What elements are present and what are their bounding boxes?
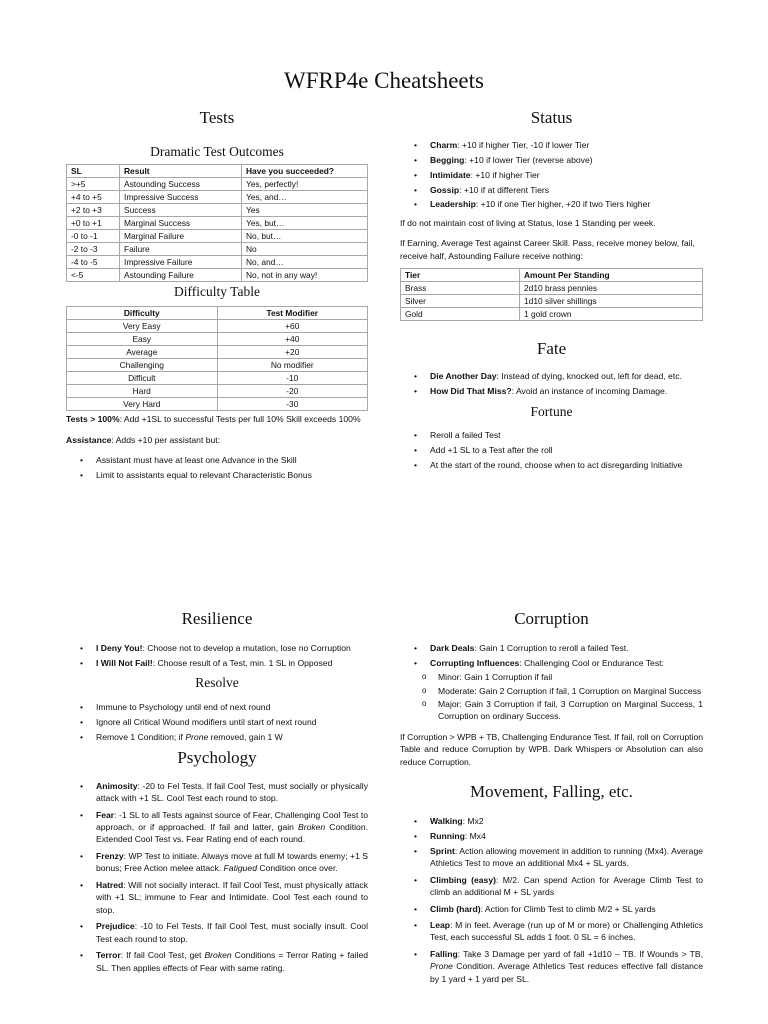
fate-list — [400, 370, 703, 397]
list-item: • Ignore all Critical Wound modifiers until start of next round — [66, 716, 368, 728]
difficulty-cell: No modifier — [217, 358, 368, 371]
status-earning-note: If Earning, Average Test against Career Skill. Pass, receive money below, fail, receive half, Astounding Failure receive nothing: — [400, 238, 695, 261]
list-item: • Walking: Mx2 — [400, 815, 703, 827]
status-heading: Status — [530, 108, 573, 127]
dramatic-cell: Marginal Success — [120, 217, 242, 230]
difficulty-table — [66, 306, 368, 411]
table-row — [67, 371, 368, 384]
tier-table — [400, 268, 703, 321]
table-row — [67, 397, 368, 410]
corruption-heading: Corruption — [514, 609, 589, 628]
difficulty-header-cell: Difficulty — [67, 306, 218, 319]
difficulty-cell: Very Easy — [67, 319, 218, 332]
list-item: • Intimidate: +10 if higher Tier — [400, 169, 703, 181]
dramatic-cell: +4 to +5 — [67, 191, 120, 204]
dramatic-cell: No, but… — [242, 230, 368, 243]
assistance-note: Assistance: Adds +10 per assistant but: — [66, 435, 221, 446]
table-row — [401, 308, 703, 321]
list-item: • Climbing (easy): M/2. Can spend Action for Average Climb Test to climb an additional M + SL yards — [400, 874, 703, 899]
dramatic-cell: Yes, and… — [242, 191, 368, 204]
tier-cell: Silver — [401, 295, 520, 308]
list-item: • Begging: +10 if lower Tier (reverse above) — [400, 154, 703, 166]
corruption-list — [400, 642, 703, 723]
tests-over-100-note: Tests > 100%: Add +1SL to successful Tests per full 10% Skill exceeds 100% — [66, 413, 361, 424]
table-row — [67, 217, 368, 230]
list-item: • Reroll a failed Test — [400, 429, 703, 441]
difficulty-cell: +40 — [217, 332, 368, 345]
difficulty-cell: Challenging — [67, 358, 218, 371]
page-title: WFRP4e Cheatsheets — [284, 68, 484, 93]
dramatic-cell: +2 to +3 — [67, 204, 120, 217]
fortune-heading: Fortune — [530, 404, 573, 420]
table-row — [67, 332, 368, 345]
list-item: • Frenzy: WP Test to initiate. Always move at full M towards enemy; +1 S bonus; Free Action melee attack. Fatigued Condition once over. — [66, 850, 368, 875]
dramatic-cell: Astounding Failure — [120, 269, 242, 282]
tier-cell: 1 gold crown — [520, 308, 703, 321]
table-row — [67, 319, 368, 332]
dramatic-cell: <-5 — [67, 269, 120, 282]
resolve-list — [66, 701, 368, 743]
table-row — [67, 345, 368, 358]
dramatic-header-cell: SL — [67, 165, 120, 178]
resilience-heading: Resilience — [181, 609, 253, 628]
table-row — [401, 282, 703, 295]
movement-list — [400, 815, 703, 985]
table-row — [67, 178, 368, 191]
movement-heading: Movement, Falling, etc. — [470, 782, 633, 802]
list-item: • Leadership: +10 if one Tier higher, +20 if two Tiers higher — [400, 198, 703, 210]
list-item: • Dark Deals: Gain 1 Corruption to reroll a failed Test. — [400, 642, 703, 654]
table-row — [67, 256, 368, 269]
difficulty-cell: Very Hard — [67, 397, 218, 410]
dramatic-cell: -0 to -1 — [67, 230, 120, 243]
dramatic-cell: Failure — [120, 243, 242, 256]
status-cost-note: If do not maintain cost of living at Status, lose 1 Standing per week. — [400, 217, 656, 228]
status-section — [400, 106, 703, 474]
tier-cell: 1d10 silver shillings — [520, 295, 703, 308]
dramatic-cell: Astounding Success — [120, 178, 242, 191]
list-item: • Climb (hard): Action for Climb Test to climb M/2 + SL yards — [400, 903, 703, 915]
tier-cell: Gold — [401, 308, 520, 321]
list-item: • Corrupting Influences: Challenging Cool or Endurance Test: o Minor: Gain 1 Corruption if fail o Moderate: Gain 2 Corruption if fail, 1 Corruption on Marginal Success o Major: Gain 3 Corruption if fail, 3 Corruption on Marginal Success, 1 Corruption on ordinary Success. — [400, 657, 703, 723]
table-row — [67, 230, 368, 243]
list-item: • Falling: Take 3 Damage per yard of fall +1d10 – TB. If Wounds > TB, Prone Condition. Average Athletics Test reduces effective fall distance by 1 yard + 1 yard per SL. — [400, 948, 703, 985]
tests-heading: Tests — [199, 108, 235, 127]
list-item: • I Will Not Fail!: Choose result of a Test, min. 1 SL in Opposed — [66, 657, 368, 669]
corruption-note: If Corruption > WPB + TB, Challenging Endurance Test. If fail, roll on Corruption Table and reduce Corruption by WPB. Dark Whispers or Absolution can also reduce Corruption. — [400, 731, 704, 767]
status-list — [400, 139, 703, 211]
list-item: • Assistant must have at least one Advance in the Skill — [66, 454, 368, 466]
dramatic-cell: Marginal Failure — [120, 230, 242, 243]
table-row — [67, 243, 368, 256]
assistance-list — [66, 454, 368, 481]
dramatic-cell: Yes — [242, 204, 368, 217]
dramatic-cell: Success — [120, 204, 242, 217]
difficulty-cell: -20 — [217, 384, 368, 397]
dramatic-cell: -2 to -3 — [67, 243, 120, 256]
list-item: • Immune to Psychology until end of next round — [66, 701, 368, 713]
dramatic-cell: Impressive Failure — [120, 256, 242, 269]
fortune-list — [400, 429, 703, 471]
list-item: • I Deny You!: Choose not to develop a mutation, lose no Corruption — [66, 642, 368, 654]
list-item: • Charm: +10 if higher Tier, -10 if lower Tier — [400, 139, 703, 151]
dramatic-cell: Yes, but… — [242, 217, 368, 230]
list-item: • Remove 1 Condition; if Prone removed, gain 1 W — [66, 731, 368, 743]
tests-section — [66, 106, 368, 484]
difficulty-cell: -10 — [217, 371, 368, 384]
psychology-heading: Psychology — [177, 747, 257, 767]
difficulty-cell: -30 — [217, 397, 368, 410]
tier-header-cell: Tier — [401, 269, 520, 282]
difficulty-cell: Easy — [67, 332, 218, 345]
list-item: • Fear: -1 SL to all Tests against source of Fear, Challenging Cool Test to approach, or if approached. If fail and latter, gain Broken Condition. Extended Cool Test vs. Fear Rating end of each round. — [66, 809, 368, 846]
table-row — [67, 358, 368, 371]
table-row — [67, 269, 368, 282]
list-item: o Minor: Gain 1 Corruption if fail — [400, 671, 703, 683]
dramatic-outcomes-heading: Dramatic Test Outcomes — [150, 143, 284, 159]
tier-cell: 2d10 brass pennies — [520, 282, 703, 295]
fate-heading: Fate — [536, 339, 567, 359]
list-item: • Hatred: Will not socially interact. If fail Cool Test, must physically attack with +1 SL; immune to Fear and Intimidate. Cool Test each round to stop. — [66, 879, 368, 916]
table-row — [67, 384, 368, 397]
psychology-list — [66, 780, 368, 974]
corrupting-influences-sublist — [400, 671, 703, 723]
list-item: • Gossip: +10 if at different Tiers — [400, 184, 703, 196]
dramatic-cell: Impressive Success — [120, 191, 242, 204]
list-item: • At the start of the round, choose when to act disregarding Initiative — [400, 459, 703, 471]
resilience-list — [66, 642, 368, 669]
dramatic-cell: No, and… — [242, 256, 368, 269]
dramatic-outcomes-table — [66, 164, 368, 282]
list-item: • How Did That Miss?: Avoid an instance of incoming Damage. — [400, 385, 703, 397]
list-item: • Running: Mx4 — [400, 830, 703, 842]
dramatic-cell: +0 to +1 — [67, 217, 120, 230]
list-item: • Limit to assistants equal to relevant Characteristic Bonus — [66, 469, 368, 481]
list-item: • Sprint: Action allowing movement in addition to running (Mx4). Average Athletics Test to move an additional Mx4 + SL yards. — [400, 845, 703, 870]
tier-cell: Brass — [401, 282, 520, 295]
dramatic-header-cell: Have you succeeded? — [242, 165, 368, 178]
dramatic-cell: No, not in any way! — [242, 269, 368, 282]
table-row — [401, 295, 703, 308]
list-item: • Die Another Day: Instead of dying, knocked out, left for dead, etc. — [400, 370, 703, 382]
list-item: o Moderate: Gain 2 Corruption if fail, 1 Corruption on Marginal Success — [400, 685, 703, 697]
difficulty-cell: +20 — [217, 345, 368, 358]
list-item: o Major: Gain 3 Corruption if fail, 3 Corruption on Marginal Success, 1 Corruption on ordinary Success. — [400, 698, 703, 723]
dramatic-cell: Yes, perfectly! — [242, 178, 368, 191]
table-row — [67, 204, 368, 217]
list-item: • Add +1 SL to a Test after the roll — [400, 444, 703, 456]
table-row — [67, 191, 368, 204]
difficulty-heading: Difficulty Table — [174, 284, 260, 300]
resilience-section — [66, 607, 368, 976]
dramatic-header-cell: Result — [120, 165, 242, 178]
list-item: • Leap: M in feet. Average (run up of M or more) or Challenging Athletics Test, each successful SL adds 1 foot. 0 SL = 6 inches. — [400, 919, 703, 944]
difficulty-cell: Average — [67, 345, 218, 358]
list-item: • Terror: If fail Cool Test, get Broken Conditions = Terror Rating + failed SL. Then applies effects of Fear with same rating. — [66, 949, 368, 974]
difficulty-cell: Hard — [67, 384, 218, 397]
dramatic-cell: >+5 — [67, 178, 120, 191]
list-item: • Prejudice: -10 to Fel Tests. If fail Cool Test, must socially insult. Cool Test each round to stop. — [66, 920, 368, 945]
resolve-heading: Resolve — [195, 675, 239, 691]
dramatic-cell: No — [242, 243, 368, 256]
tier-header-cell: Amount Per Standing — [520, 269, 703, 282]
difficulty-cell: Difficult — [67, 371, 218, 384]
list-item: • Animosity: -20 to Fel Tests. If fail Cool Test, must socially or physically attack with +1 SL. Cool Test each round to stop. — [66, 780, 368, 805]
difficulty-cell: +60 — [217, 319, 368, 332]
dramatic-cell: -4 to -5 — [67, 256, 120, 269]
difficulty-header-cell: Test Modifier — [217, 306, 368, 319]
corruption-section — [400, 607, 703, 988]
